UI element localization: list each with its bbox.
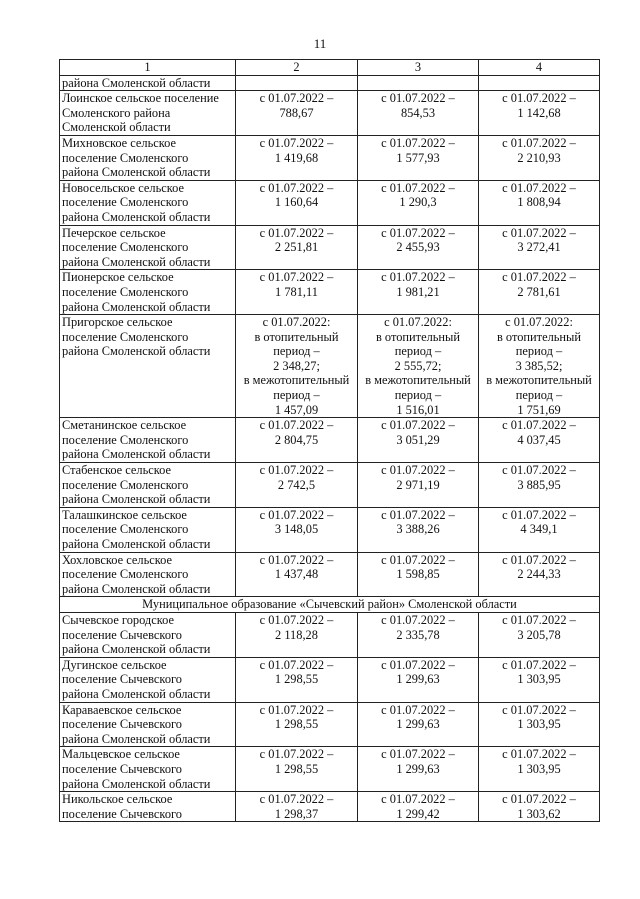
tariff-cell-col3 — [358, 315, 479, 418]
cell-text-line: 1 160,64 — [274, 195, 319, 210]
cell-text-line: в отопительный — [254, 329, 339, 344]
tariff-cell-col3 — [358, 135, 479, 180]
tariff-cell-col2 — [236, 552, 358, 597]
cell-text-line: 3 885,95 — [517, 477, 561, 492]
cell-text-line: период – — [394, 344, 442, 359]
cell-text-line: 3 385,52; — [515, 358, 563, 373]
cell-text-line: района Смоленской области — [62, 776, 211, 791]
cell-text-line: 2 210,93 — [517, 150, 561, 165]
cell-text-line: 2 348,27; — [273, 358, 320, 373]
tariff-cell-col3 — [358, 91, 479, 136]
settlement-name-cell — [60, 792, 236, 822]
cell-text-line: Новосельское сельское — [62, 180, 184, 195]
table-row — [60, 792, 600, 822]
cell-text-line: с 01.07.2022 – — [502, 747, 576, 762]
tariff-cell-col2 — [236, 792, 358, 822]
cell-text-line: с 01.07.2022 – — [502, 180, 576, 195]
cell-text-line: поселение Смоленского — [62, 195, 189, 210]
cell-text-line: поселение Сычевского — [62, 627, 182, 642]
cell-text-line: Михновское сельское — [62, 135, 177, 150]
cell-text-line: с 01.07.2022 – — [381, 135, 455, 150]
tariff-cell-col2 — [236, 612, 358, 657]
tariff-cell-col4 — [479, 702, 600, 747]
cell-text-line: Печерское сельское — [62, 225, 166, 240]
cell-text-line: Никольское сельское — [62, 792, 173, 807]
settlement-name-cell — [60, 657, 236, 702]
cell-text-line: с 01.07.2022 – — [259, 270, 334, 285]
cell-text-line: Смоленской области — [62, 120, 171, 135]
cell-text-line: 1 516,01 — [396, 402, 440, 417]
cell-text-line: с 01.07.2022 – — [502, 552, 576, 567]
column-header-4: 4 — [479, 60, 600, 76]
cell-text-line: поселение Сычевского — [62, 761, 182, 776]
tariff-cell-col3 — [358, 792, 479, 822]
cell-text-line: с 01.07.2022 – — [502, 612, 576, 627]
cell-text-line: поселение Смоленского — [62, 329, 189, 344]
cell-text-line: с 01.07.2022 – — [259, 612, 334, 627]
tariff-cell-col2 — [236, 75, 358, 91]
tariff-cell-col3 — [358, 180, 479, 225]
cell-text-line: Талашкинское сельское — [62, 507, 187, 522]
tariff-cell-col2 — [236, 747, 358, 792]
cell-text-line: с 01.07.2022 – — [381, 747, 455, 762]
cell-text-line: с 01.07.2022 – — [381, 418, 455, 433]
cell-text-line: района Смоленской области — [62, 537, 211, 551]
cell-text-line: района Смоленской области — [62, 447, 211, 462]
cell-text-line: 1 303,95 — [517, 717, 561, 732]
cell-text-line: с 01.07.2022 – — [381, 552, 455, 567]
cell-text-line: 2 781,61 — [517, 284, 561, 299]
settlement-name-cell — [60, 612, 236, 657]
cell-text-line: с 01.07.2022 – — [502, 507, 576, 522]
cell-text-line: с 01.07.2022 – — [259, 91, 334, 106]
table-row — [60, 418, 600, 463]
cell-text-line: 1 751,69 — [517, 402, 561, 417]
cell-text-line: Смоленского района — [62, 105, 171, 120]
tariff-cell-col3 — [358, 612, 479, 657]
cell-text-line: с 01.07.2022 – — [381, 270, 455, 285]
table-row — [60, 180, 600, 225]
cell-text-line: 1 808,94 — [517, 195, 561, 210]
cell-text-line: с 01.07.2022 – — [502, 225, 576, 240]
cell-text-line: 1 298,55 — [274, 761, 319, 776]
cell-text-line: 1 299,63 — [396, 761, 440, 776]
table-row — [60, 270, 600, 315]
cell-text-line: с 01.07.2022 – — [381, 657, 455, 672]
cell-text-line: 1 298,37 — [274, 806, 319, 821]
tariff-cell-col2 — [236, 270, 358, 315]
tariff-cell-col3 — [358, 657, 479, 702]
cell-text-line: района Смоленской области — [62, 344, 211, 359]
tariff-cell-col4 — [479, 135, 600, 180]
cell-text-line: с 01.07.2022 – — [259, 418, 334, 433]
cell-text-line: района Смоленской области — [62, 581, 211, 596]
cell-text-line: 3 148,05 — [274, 522, 319, 537]
tariff-cell-col2 — [236, 135, 358, 180]
cell-text-line: района Смоленской области — [62, 299, 211, 314]
cell-text-line: в межотопительный — [486, 373, 592, 388]
table-row — [60, 612, 600, 657]
tariff-cell-col2 — [236, 180, 358, 225]
cell-text-line: с 01.07.2022 – — [259, 180, 334, 195]
cell-text-line: с 01.07.2022 – — [502, 463, 576, 478]
cell-text-line: 854,53 — [400, 105, 436, 120]
cell-text-line: с 01.07.2022 – — [259, 657, 334, 672]
cell-text-line: 2 804,75 — [274, 432, 319, 447]
cell-text-line: с 01.07.2022: — [505, 315, 573, 330]
cell-text-line: 1 303,95 — [517, 672, 561, 687]
table-row — [60, 135, 600, 180]
tariff-cell-col4 — [479, 552, 600, 597]
cell-text-line: с 01.07.2022 – — [502, 418, 576, 433]
table-row — [60, 552, 600, 597]
cell-text-line: 2 555,72; — [394, 358, 442, 373]
tariff-cell-col2 — [236, 463, 358, 508]
column-header-3: 3 — [358, 60, 479, 76]
cell-text-line: района Смоленской области — [62, 75, 211, 90]
table-row — [60, 225, 600, 270]
cell-text-line: 1 303,95 — [517, 761, 561, 776]
tariff-cell-col4 — [479, 463, 600, 508]
tariff-cell-col3 — [358, 75, 479, 91]
cell-text-line: поселение Смоленского — [62, 522, 189, 537]
column-header-1: 1 — [60, 60, 236, 76]
tariff-cell-col4 — [479, 270, 600, 315]
cell-text-line: 1 598,85 — [396, 567, 440, 582]
tariff-cell-col3 — [358, 418, 479, 463]
settlement-name-cell — [60, 270, 236, 315]
tariff-cell-col3 — [358, 463, 479, 508]
cell-text-line: района Смоленской области — [62, 254, 211, 269]
cell-text-line: 1 299,42 — [396, 806, 440, 821]
cell-text-line: поселение Сычевского — [62, 717, 182, 732]
cell-text-line: 3 272,41 — [517, 240, 561, 255]
cell-text-line: 1 290,3 — [399, 195, 437, 210]
tariff-cell-col3 — [358, 225, 479, 270]
cell-text-line: 1 298,55 — [274, 717, 319, 732]
cell-text-line: поселение Смоленского — [62, 477, 189, 492]
tariff-cell-col3 — [358, 270, 479, 315]
cell-text-line: Дугинское сельское — [62, 657, 167, 672]
tariff-cell-col4 — [479, 612, 600, 657]
cell-text-line: 4 037,45 — [517, 432, 561, 447]
cell-text-line: 1 299,63 — [396, 717, 440, 732]
cell-text-line: с 01.07.2022: — [262, 315, 331, 330]
tariff-cell-col2 — [236, 91, 358, 136]
cell-text-line: 2 742,5 — [277, 477, 316, 492]
cell-text-line: Сычевское городское — [62, 612, 174, 627]
cell-text-line: района Смоленской области — [62, 492, 211, 507]
cell-text-line: Сметанинское сельское — [62, 418, 187, 433]
table-row — [60, 702, 600, 747]
tariff-cell-col4 — [479, 418, 600, 463]
cell-text-line: с 01.07.2022 – — [381, 702, 455, 717]
cell-text-line: района Смоленской области — [62, 642, 211, 657]
cell-text-line: 1 457,09 — [274, 402, 319, 417]
settlement-name-cell — [60, 552, 236, 597]
settlement-name-cell — [60, 225, 236, 270]
tariff-table — [59, 59, 600, 822]
cell-text-line: с 01.07.2022 – — [259, 507, 334, 522]
cell-text-line: 1 781,11 — [275, 284, 318, 299]
tariff-cell-col4 — [479, 657, 600, 702]
cell-text-line: Пригорское сельское — [62, 315, 173, 330]
tariff-cell-col2 — [236, 702, 358, 747]
settlement-name-cell — [60, 418, 236, 463]
cell-text-line: с 01.07.2022 – — [381, 612, 455, 627]
cell-text-line: 1 437,48 — [274, 567, 319, 582]
column-header-2: 2 — [236, 60, 358, 76]
cell-text-line: 2 244,33 — [517, 567, 561, 582]
tariff-cell-col4 — [479, 792, 600, 822]
cell-text-line: поселение Сычевского — [62, 672, 182, 687]
cell-text-line: с 01.07.2022 – — [502, 91, 576, 106]
cell-text-line: поселение Смоленского — [62, 432, 189, 447]
table-row — [60, 507, 600, 552]
cell-text-line: период – — [273, 388, 320, 403]
settlement-name-cell — [60, 507, 236, 552]
cell-text-line: с 01.07.2022 – — [259, 792, 334, 807]
cell-text-line: поселение Смоленского — [62, 240, 189, 255]
cell-text-line: поселение Смоленского — [62, 567, 189, 582]
cell-text-line: с 01.07.2022 – — [502, 657, 576, 672]
cell-text-line: 2 971,19 — [396, 477, 440, 492]
cell-text-line: с 01.07.2022 – — [502, 135, 576, 150]
cell-text-line: 1 298,55 — [274, 672, 319, 687]
cell-text-line: 2 335,78 — [396, 627, 440, 642]
cell-text-line: 3 388,26 — [396, 522, 440, 537]
cell-text-line: 1 577,93 — [396, 150, 440, 165]
tariff-cell-col4 — [479, 507, 600, 552]
cell-text-line: в отопительный — [375, 329, 461, 344]
tariff-cell-col3 — [358, 552, 479, 597]
tariff-cell-col3 — [358, 507, 479, 552]
table-row — [60, 315, 600, 418]
settlement-name-cell — [60, 315, 236, 418]
cell-text-line: период – — [273, 344, 320, 359]
tariff-cell-col3 — [358, 702, 479, 747]
cell-text-line: в межотопительный — [365, 373, 471, 388]
cell-text-line: с 01.07.2022 – — [259, 135, 334, 150]
cell-text-line: с 01.07.2022 – — [502, 270, 576, 285]
cell-text-line: с 01.07.2022 – — [381, 91, 455, 106]
table-row — [60, 657, 600, 702]
tariff-cell-col4 — [479, 225, 600, 270]
cell-text-line: в межотопительный — [243, 373, 350, 388]
table-body — [60, 75, 600, 822]
cell-text-line: с 01.07.2022 – — [502, 792, 576, 807]
cell-text-line: района Смоленской области — [62, 165, 211, 180]
cell-text-line: период – — [515, 344, 563, 359]
tariff-cell-col2 — [236, 418, 358, 463]
cell-text-line: Стабенское сельское — [62, 463, 171, 478]
tariff-cell-col3 — [358, 747, 479, 792]
tariff-cell-col2 — [236, 507, 358, 552]
cell-text-line: с 01.07.2022: — [384, 315, 452, 330]
cell-text-line: с 01.07.2022 – — [259, 225, 334, 240]
cell-text-line: с 01.07.2022 – — [381, 225, 455, 240]
cell-text-line: 1 419,68 — [274, 150, 319, 165]
cell-text-line: 1 142,68 — [517, 105, 561, 120]
cell-text-line: с 01.07.2022 – — [502, 702, 576, 717]
tariff-cell-col2 — [236, 315, 358, 418]
tariff-cell-col2 — [236, 225, 358, 270]
cell-text-line: поселение Сычевского — [62, 806, 182, 821]
cell-text-line: Хохловское сельское — [62, 552, 172, 567]
cell-text-line: 788,67 — [279, 105, 314, 120]
settlement-name-cell — [60, 747, 236, 792]
settlement-name-cell — [60, 75, 236, 91]
table-row — [60, 75, 600, 91]
settlement-name-cell — [60, 91, 236, 136]
cell-text-line: с 01.07.2022 – — [381, 507, 455, 522]
cell-text-line: в отопительный — [496, 329, 582, 344]
cell-text-line: с 01.07.2022 – — [381, 792, 455, 807]
cell-text-line: 2 118,28 — [275, 627, 318, 642]
cell-text-line: 2 251,81 — [274, 240, 319, 255]
page-number: 11 — [313, 36, 327, 51]
table-header-row — [60, 60, 600, 76]
cell-text-line: 1 981,21 — [396, 284, 440, 299]
cell-text-line: поселение Смоленского — [62, 150, 189, 165]
cell-text-line: района Смоленской области — [62, 209, 211, 224]
cell-text-line: 3 205,78 — [517, 627, 561, 642]
cell-text-line: с 01.07.2022 – — [259, 463, 334, 478]
table-row — [60, 463, 600, 508]
tariff-cell-col4 — [479, 75, 600, 91]
cell-text-line: 1 299,63 — [396, 672, 440, 687]
tariff-cell-col4 — [479, 315, 600, 418]
table-row — [60, 747, 600, 792]
cell-text-line: с 01.07.2022 – — [381, 463, 455, 478]
cell-text-line: период – — [515, 388, 563, 403]
cell-text-line: района Смоленской области — [62, 686, 211, 701]
cell-text-line: 4 349,1 — [520, 522, 558, 537]
cell-text-line: 1 303,62 — [517, 806, 561, 821]
table-row — [60, 91, 600, 136]
cell-text-line: с 01.07.2022 – — [259, 552, 334, 567]
section-header-row — [60, 597, 600, 613]
cell-text-line: период – — [394, 388, 442, 403]
tariff-cell-col4 — [479, 180, 600, 225]
tariff-cell-col2 — [236, 657, 358, 702]
tariff-cell-col4 — [479, 747, 600, 792]
cell-text-line: Пионерское сельское — [62, 270, 174, 285]
cell-text-line: 3 051,29 — [396, 432, 440, 447]
section-title: Муниципальное образование «Сычевский район» Смоленской области — [60, 597, 600, 613]
settlement-name-cell — [60, 135, 236, 180]
cell-text-line: с 01.07.2022 – — [381, 180, 455, 195]
cell-text-line: Мальцевское сельское — [62, 747, 180, 762]
cell-text-line: Караваевское сельское — [62, 702, 182, 717]
cell-text-line: с 01.07.2022 – — [259, 747, 334, 762]
cell-text-line: поселение Смоленского — [62, 284, 189, 299]
settlement-name-cell — [60, 180, 236, 225]
cell-text-line: с 01.07.2022 – — [259, 702, 334, 717]
settlement-name-cell — [60, 702, 236, 747]
tariff-cell-col4 — [479, 91, 600, 136]
cell-text-line: 2 455,93 — [396, 240, 440, 255]
cell-text-line: Лоинское сельское поселение — [62, 91, 219, 106]
settlement-name-cell — [60, 463, 236, 508]
cell-text-line: района Смоленской области — [62, 731, 211, 746]
